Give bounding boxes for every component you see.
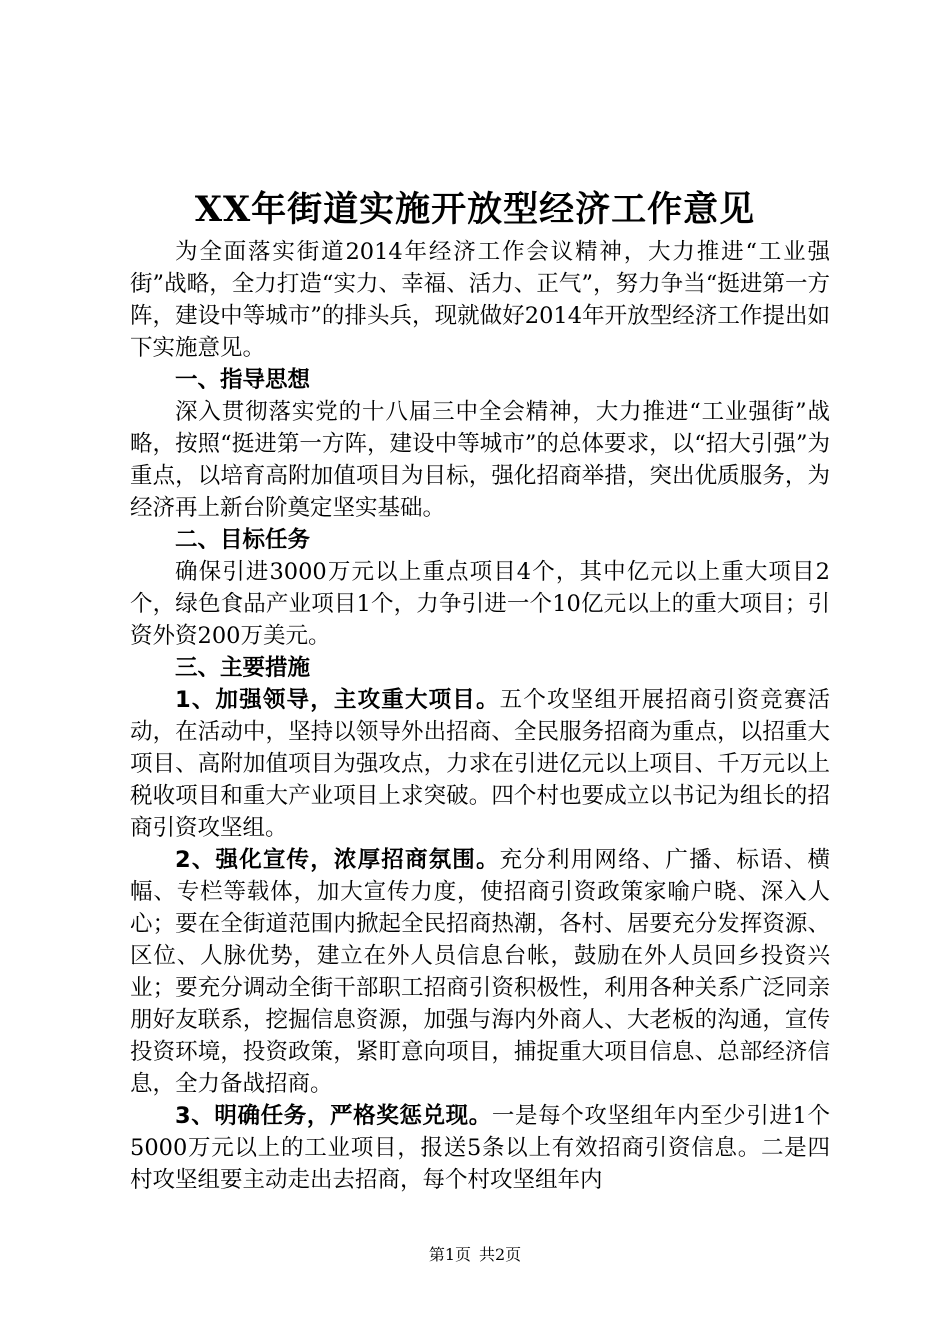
measure-item-2-lead: 2、强化宣传，浓厚招商氛围。: [175, 847, 500, 873]
page-footer: [0, 1244, 950, 1266]
section-heading-guiding-ideology: 一、指导思想: [175, 367, 311, 393]
section-text-guiding-ideology: 深入贯彻落实党的十八届三中全会精神，大力推进“工业强街”战略，按照“挺进第一方阵，建设中等城市”的总体要求，以“招大引强”为重点，以培育高附加值项目为目标，强化招商举措，突出优质服务，为经济再上新台阶奠定坚实基础。: [130, 399, 830, 521]
section-text-targets: 确保引进3000万元以上重点项目4个，其中亿元以上重大项目2个，绿色食品产业项目1个，力争引进一个10亿元以上的重大项目；引资外资200万美元。: [130, 559, 830, 649]
measure-item-2: [130, 844, 830, 1100]
measure-item-3-text: 一是每个攻坚组年内至少引进1个5000万元以上的工业项目，报送5条以上有效招商引资信息。二是四村攻坚组要主动走出去招商，每个村攻坚组年内: [130, 1103, 830, 1193]
measure-item-3: [130, 1100, 830, 1196]
measure-item-2-text: 充分利用网络、广播、标语、横幅、专栏等载体，加大宣传力度，使招商引资政策家喻户晓、深入人心；要在全街道范围内掀起全民招商热潮，各村、居要充分发挥资源、区位、人脉优势，建立在外人员信息台帐，鼓励在外人员回乡投资兴业；要充分调动全街干部职工招商引资积极性，利用各种关系广泛同亲朋好友联系，挖掘信息资源，加强与海内外商人、大老板的沟通，宣传投资环境，投资政策，紧盯意向项目，捕捉重大项目信息、总部经济信息，全力备战招商。: [130, 847, 830, 1097]
measure-item-1: [130, 684, 830, 844]
page-total: 共2页: [479, 1245, 522, 1264]
measure-item-3-lead: 3、明确任务，严格奖惩兑现。: [175, 1103, 492, 1129]
intro-paragraph: 为全面落实街道2014年经济工作会议精神，大力推进“工业强街”战略，全力打造“实力、幸福、活力、正气”，努力争当“挺进第一方阵，建设中等城市”的排头兵，现就做好2014年开放型经济工作提出如下实施意见。: [130, 239, 830, 361]
section-heading-measures: 三、主要措施: [175, 655, 311, 681]
document-body: [130, 236, 830, 1196]
page-number: 第1页: [428, 1245, 471, 1264]
section-heading-targets: 二、目标任务: [175, 527, 311, 553]
measure-item-1-text: 五个攻坚组开展招商引资竞赛活动，在活动中，坚持以领导外出招商、全民服务招商为重点，以招重大项目、高附加值项目为强攻点，力求在引进亿元以上项目、千万元以上税收项目和重大产业项目上求突破。四个村也要成立以书记为组长的招商引资攻坚组。: [130, 687, 830, 841]
measure-item-1-lead: 1、加强领导，主攻重大项目。: [175, 687, 500, 713]
document-title: XX年街道实施开放型经济工作意见: [194, 189, 756, 230]
